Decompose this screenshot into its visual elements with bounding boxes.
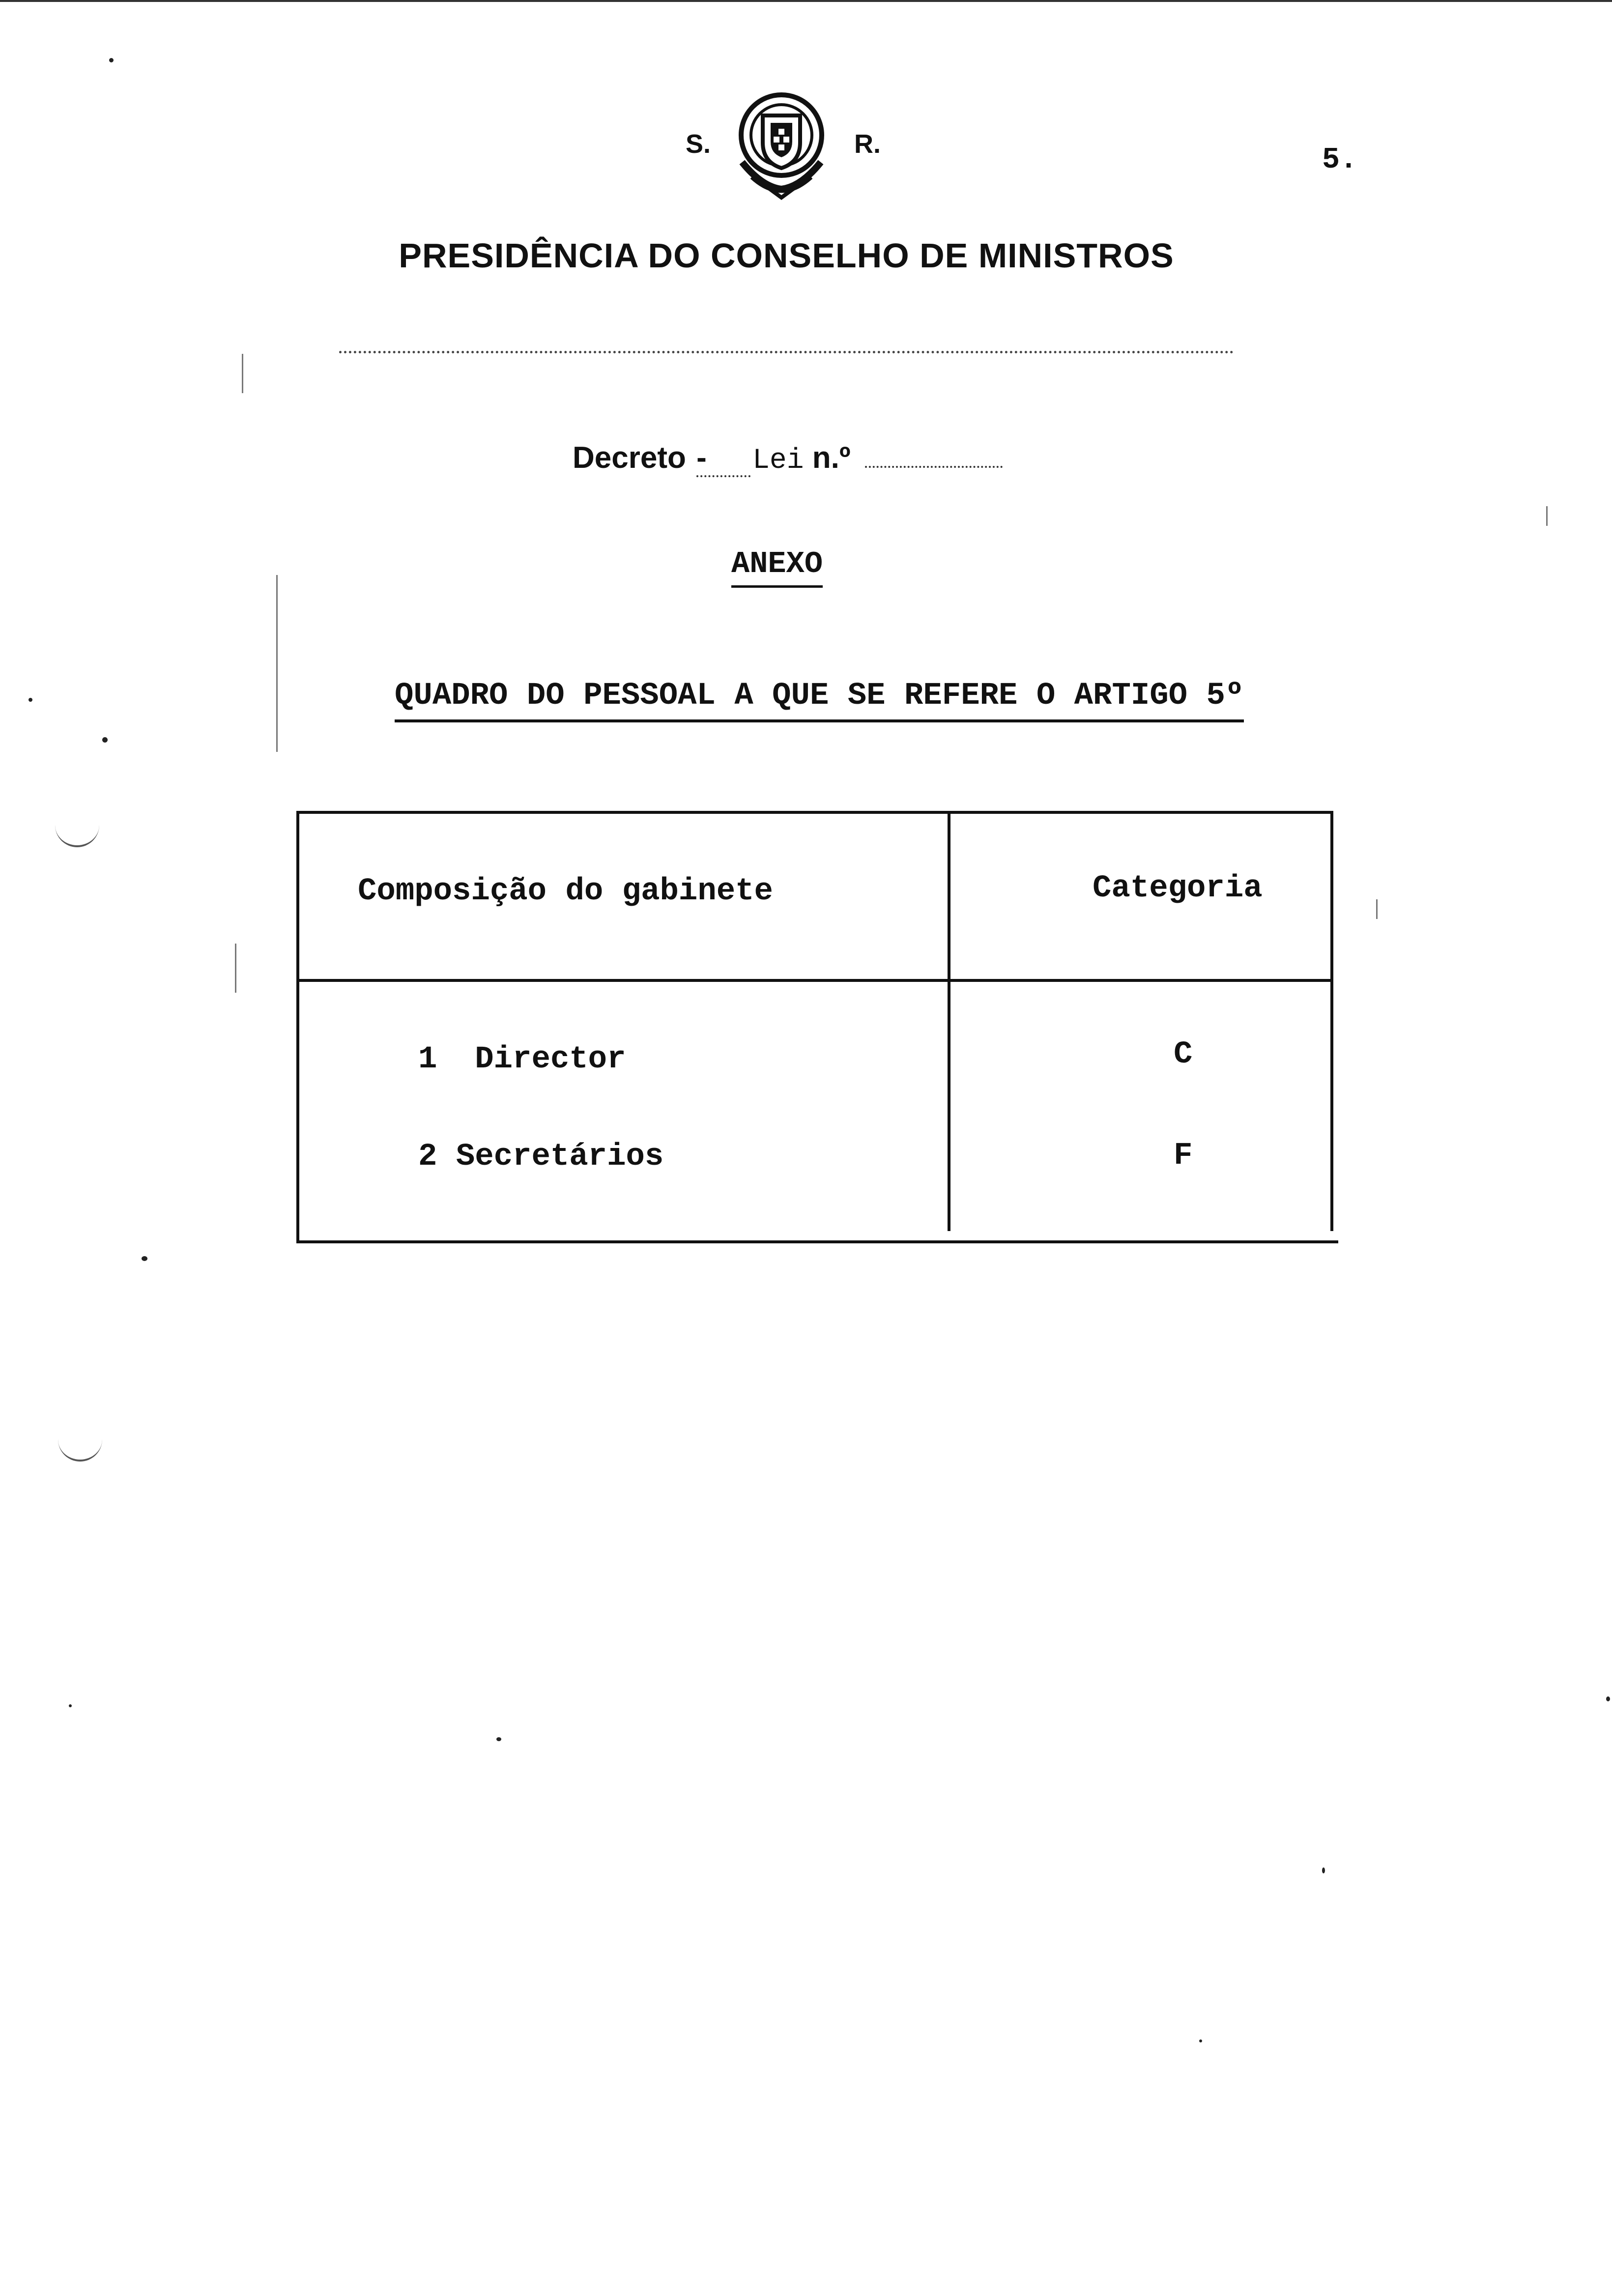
scan-margin-line xyxy=(242,354,243,393)
scan-dust-mark xyxy=(29,698,32,702)
seal-letter-left: S. xyxy=(686,129,711,159)
decree-line xyxy=(573,440,1003,477)
table-right-border xyxy=(1330,811,1333,1231)
scan-margin-line xyxy=(276,575,278,752)
scan-dust-mark xyxy=(102,737,108,743)
table-row-category: F xyxy=(1174,1138,1193,1174)
dotted-separator xyxy=(339,351,1234,353)
scan-dust-mark xyxy=(1606,1696,1610,1701)
table-left-border xyxy=(296,811,299,1243)
scan-margin-line xyxy=(1546,506,1548,526)
scan-scratch-mark xyxy=(55,816,99,847)
scan-dust-mark xyxy=(109,58,114,62)
scan-dust-mark xyxy=(142,1256,147,1261)
table-header-composition: Composição do gabinete xyxy=(358,874,773,909)
scan-dust-mark xyxy=(1199,2039,1202,2042)
scan-margin-line xyxy=(235,944,236,993)
table-header-category: Categoria xyxy=(1093,871,1263,906)
top-edge-rule xyxy=(0,0,1612,2)
decree-dash: - xyxy=(696,441,707,475)
annex-subtitle: QUADRO DO PESSOAL A QUE SE REFERE O ARTIGO 5º xyxy=(395,678,1244,722)
scan-dust-mark xyxy=(1322,1867,1325,1873)
page-number: 5. xyxy=(1322,144,1358,177)
decree-type: Lei xyxy=(752,445,804,477)
table-row-composition: 2 Secretários xyxy=(418,1139,664,1175)
table-row-category: C xyxy=(1174,1037,1193,1072)
seal-letter-right: R. xyxy=(854,129,881,159)
scan-scratch-mark xyxy=(58,1430,102,1462)
table-top-border xyxy=(296,811,1333,814)
table-row-composition: 1 Director xyxy=(418,1042,626,1077)
decree-number-label: n.º xyxy=(812,441,851,475)
staff-table xyxy=(296,811,1333,1243)
table-bottom-border xyxy=(296,1240,1338,1243)
scan-dust-mark xyxy=(69,1704,72,1707)
decree-number-blank xyxy=(865,466,1003,468)
coat-of-arms-icon xyxy=(732,88,831,201)
decree-dots-leader xyxy=(696,440,750,477)
annex-title: ANEXO xyxy=(731,546,823,588)
table-column-divider xyxy=(948,811,950,1231)
scan-dust-mark xyxy=(496,1737,501,1741)
scan-margin-line xyxy=(1376,899,1378,919)
table-header-divider xyxy=(296,979,1333,982)
ministry-heading: PRESIDÊNCIA DO CONSELHO DE MINISTROS xyxy=(399,236,1174,275)
decree-label: Decreto xyxy=(573,441,686,475)
